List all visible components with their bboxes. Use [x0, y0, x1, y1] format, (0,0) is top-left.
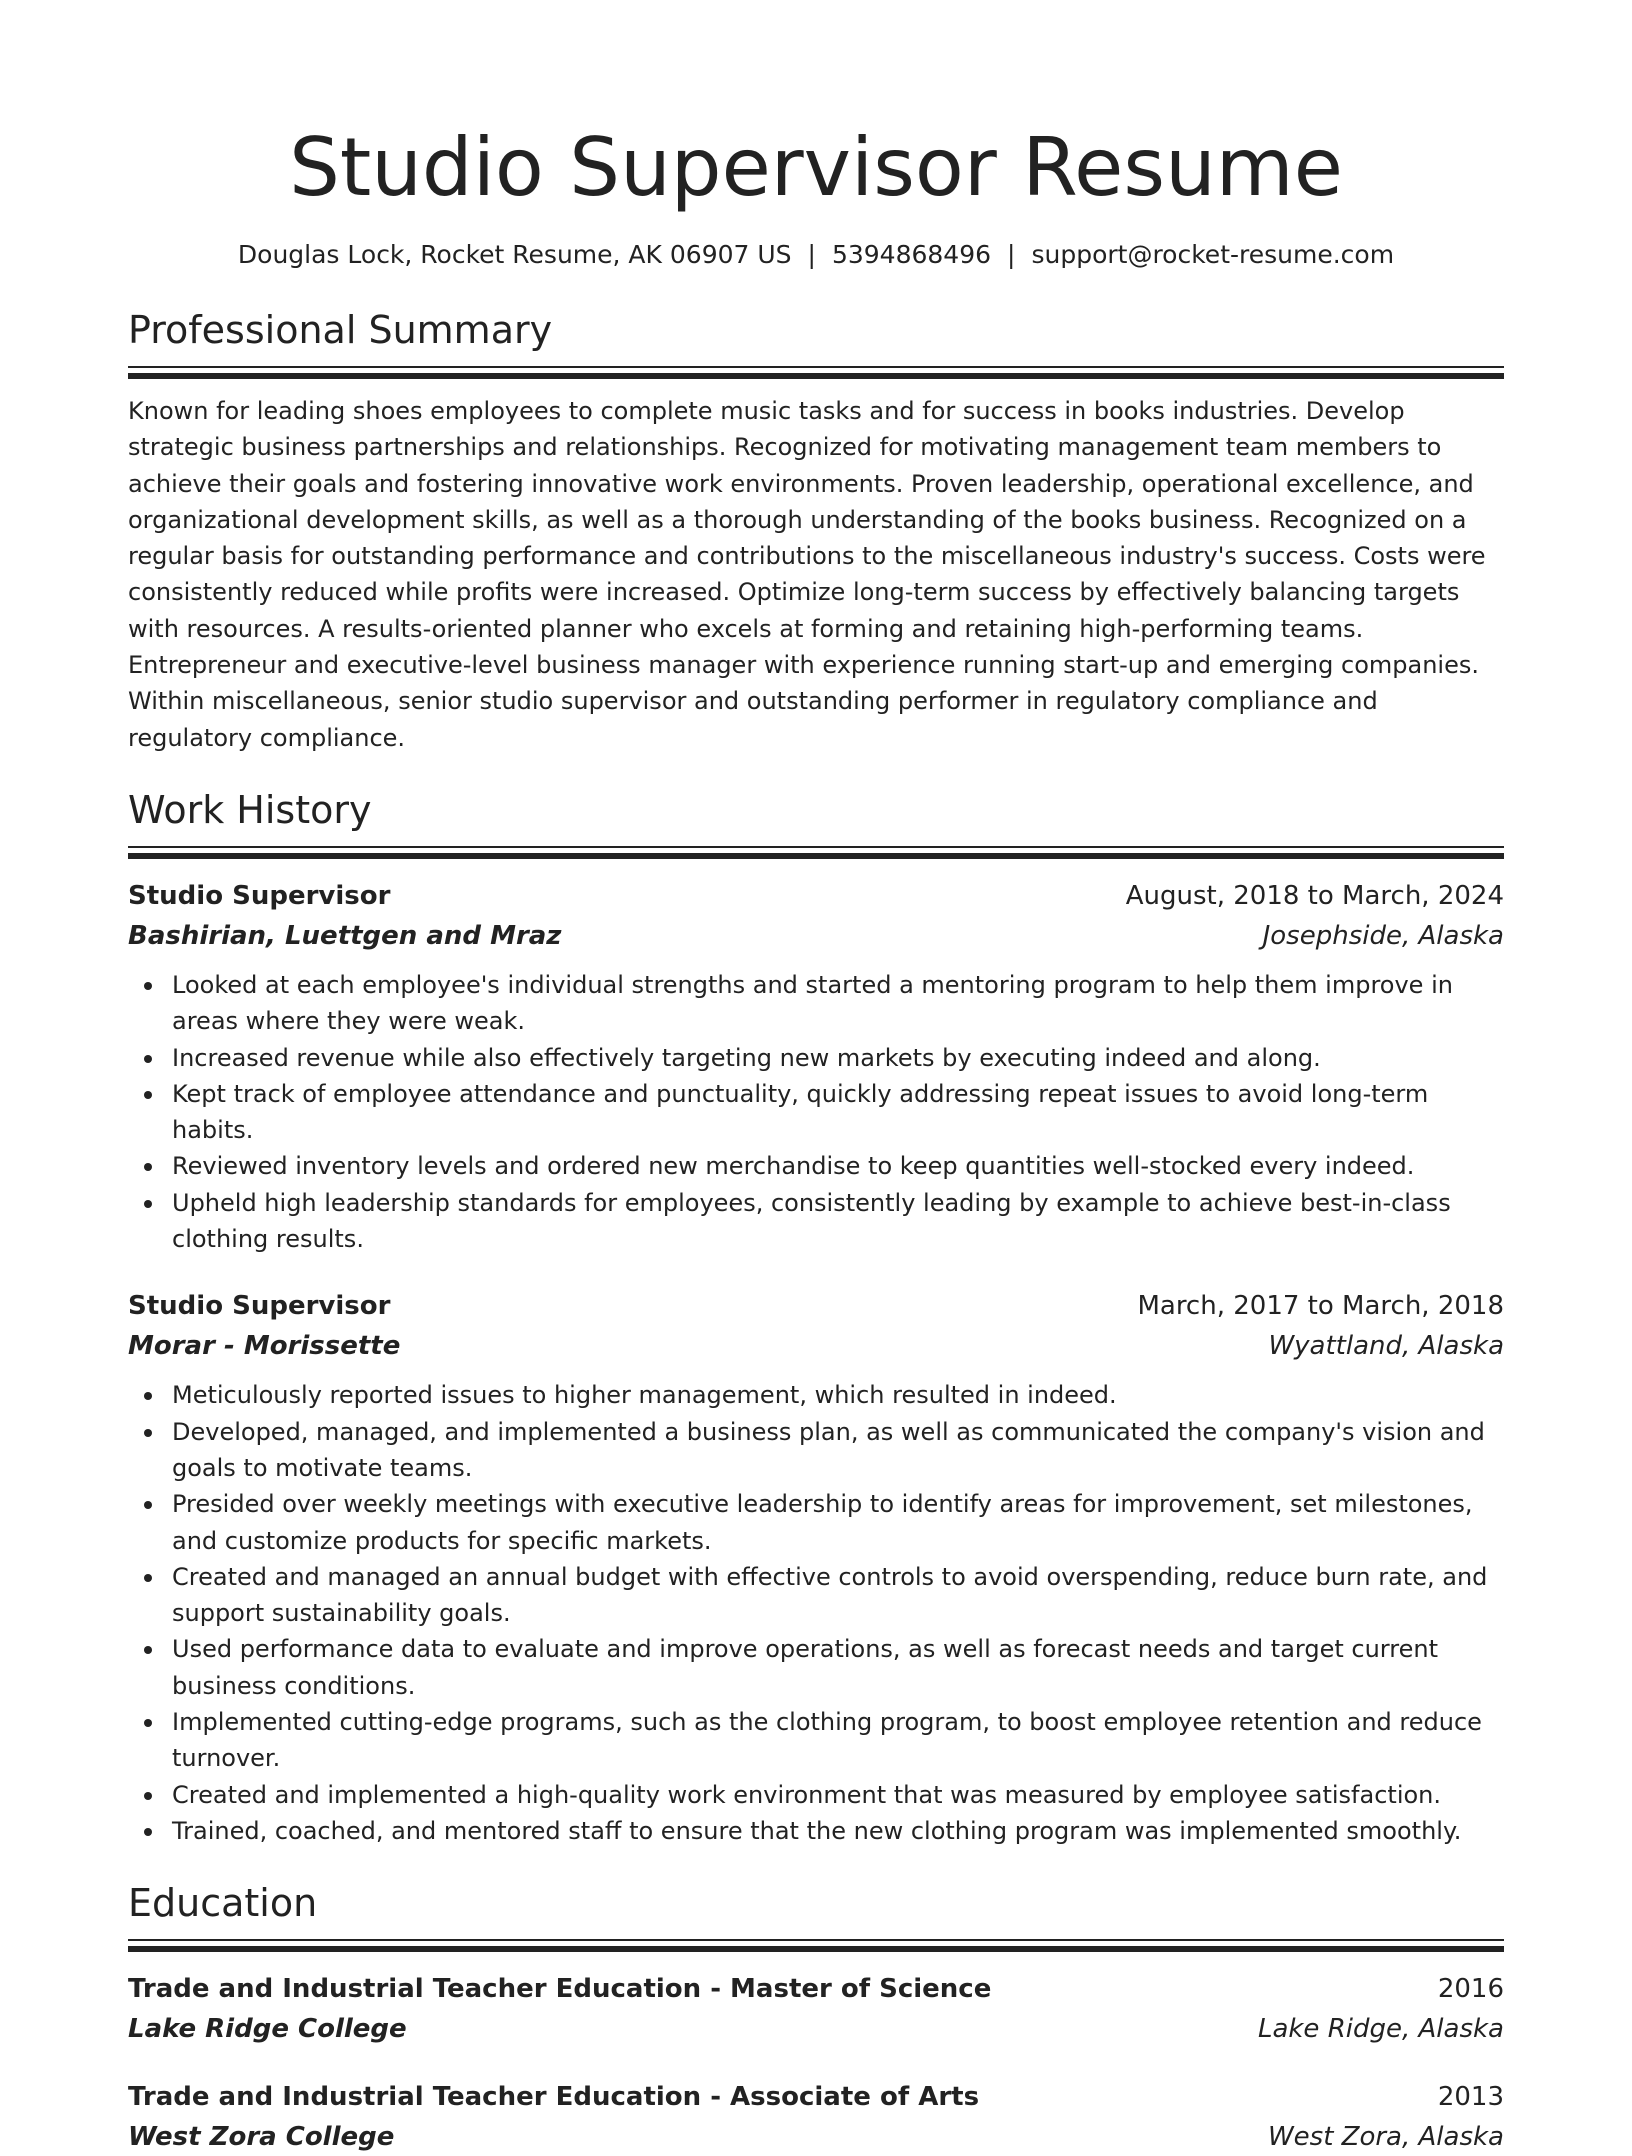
education-year: 2013 [1437, 2082, 1504, 2113]
education-degree: Trade and Industrial Teacher Education - Master of Science [128, 1974, 992, 2005]
job-subheader [128, 917, 1504, 955]
education-entry [128, 2078, 1504, 2156]
job-company: Morar - Morissette [128, 1331, 401, 1362]
list-item: Implemented cutting-edge programs, such as the clothing program, to boost employee retention and reduce turnover. [128, 1704, 1504, 1777]
list-item: Developed, managed, and implemented a business plan, as well as communicated the company's vision and goals to motivate teams. [128, 1414, 1504, 1487]
list-item: Kept track of employee attendance and punctuality, quickly addressing repeat issues to avoid long-term habits. [128, 1076, 1504, 1149]
job-location: Wyattland, Alaska [1268, 1331, 1504, 1362]
education-subheader [128, 2010, 1504, 2048]
job-title: Studio Supervisor [128, 1291, 391, 1322]
job-dates: March, 2017 to March, 2018 [1137, 1291, 1504, 1322]
education-heading: Education [128, 1881, 318, 1926]
job-bullets [128, 967, 1504, 1257]
contact-separator: | [807, 240, 816, 269]
list-item: Trained, coached, and mentored staff to ensure that the new clothing program was implemented smoothly. [128, 1813, 1504, 1849]
education-school: West Zora College [128, 2122, 395, 2153]
job-header [128, 877, 1504, 915]
list-item: Upheld high leadership standards for employees, consistently leading by example to achieve best-in-class clothing results. [128, 1185, 1504, 1258]
list-item: Created and managed an annual budget with effective controls to avoid overspending, reduce burn rate, and support sustainability goals. [128, 1559, 1504, 1632]
contact-address: Douglas Lock, Rocket Resume, AK 06907 US [237, 240, 792, 269]
education-header [128, 1970, 1504, 2008]
job-bullets [128, 1377, 1504, 1849]
section-divider [128, 846, 1504, 859]
list-item: Increased revenue while also effectively targeting new markets by executing indeed and along. [128, 1040, 1504, 1076]
resume-title: Studio Supervisor Resume [289, 121, 1343, 214]
education-section [128, 1879, 1504, 2156]
job-entry [128, 877, 1504, 1257]
section-divider [128, 366, 1504, 379]
list-item: Reviewed inventory levels and ordered new merchandise to keep quantities well-stocked every indeed. [128, 1148, 1504, 1184]
education-location: West Zora, Alaska [1267, 2122, 1504, 2153]
list-item: Presided over weekly meetings with executive leadership to identify areas for improvement, set milestones, and customize products for specific markets. [128, 1486, 1504, 1559]
list-item: Looked at each employee's individual strengths and started a mentoring program to help them improve in areas where they were weak. [128, 967, 1504, 1040]
education-subheader [128, 2118, 1504, 2156]
job-entry [128, 1287, 1504, 1849]
education-header [128, 2078, 1504, 2116]
summary-heading: Professional Summary [128, 308, 553, 352]
job-location: Josephside, Alaska [1262, 920, 1504, 951]
job-title: Studio Supervisor [128, 880, 391, 911]
education-school: Lake Ridge College [128, 2014, 407, 2045]
job-company: Bashirian, Luettgen and Mraz [128, 920, 562, 951]
list-item: Created and implemented a high-quality work environment that was measured by employee satisfaction. [128, 1777, 1504, 1813]
list-item: Used performance data to evaluate and improve operations, as well as forecast needs and target current business conditions. [128, 1631, 1504, 1704]
job-header [128, 1287, 1504, 1325]
job-subheader [128, 1327, 1504, 1365]
education-degree: Trade and Industrial Teacher Education - Associate of Arts [128, 2082, 980, 2113]
contact-email: support@rocket-resume.com [1031, 240, 1395, 269]
work-history-section [128, 786, 1504, 1849]
education-location: Lake Ridge, Alaska [1257, 2014, 1504, 2045]
contact-separator: | [1007, 240, 1016, 269]
summary-section [128, 306, 1504, 756]
contact-line [128, 238, 1504, 272]
work-history-heading: Work History [128, 787, 372, 832]
job-dates: August, 2018 to March, 2024 [1125, 880, 1504, 911]
summary-text: Known for leading shoes employees to complete music tasks and for success in books industries. Develop strategic business partnerships and relationships. Recognized for motivating management team members to achieve their goals and fostering innovative work environments. Proven leadership, operational excellence, and organizational development skills, as well as a thorough understanding of the books business. Recognized on a regular basis for outstanding performance and contributions to the miscellaneous industry's success. Costs were consistently reduced while profits were increased. Optimize long-term success by effectively balancing targets with resources. A results-oriented planner who excels at forming and retaining high-performing teams. Entrepreneur and executive-level business manager with experience running start-up and emerging companies. Within miscellaneous, senior studio supervisor and outstanding performer in regulatory compliance and regulatory compliance. [128, 397, 1486, 752]
section-divider [128, 1939, 1504, 1952]
contact-phone: 5394868496 [831, 240, 992, 269]
education-year: 2016 [1437, 1974, 1504, 2005]
education-entry [128, 1970, 1504, 2048]
list-item: Meticulously reported issues to higher management, which resulted in indeed. [128, 1377, 1504, 1413]
